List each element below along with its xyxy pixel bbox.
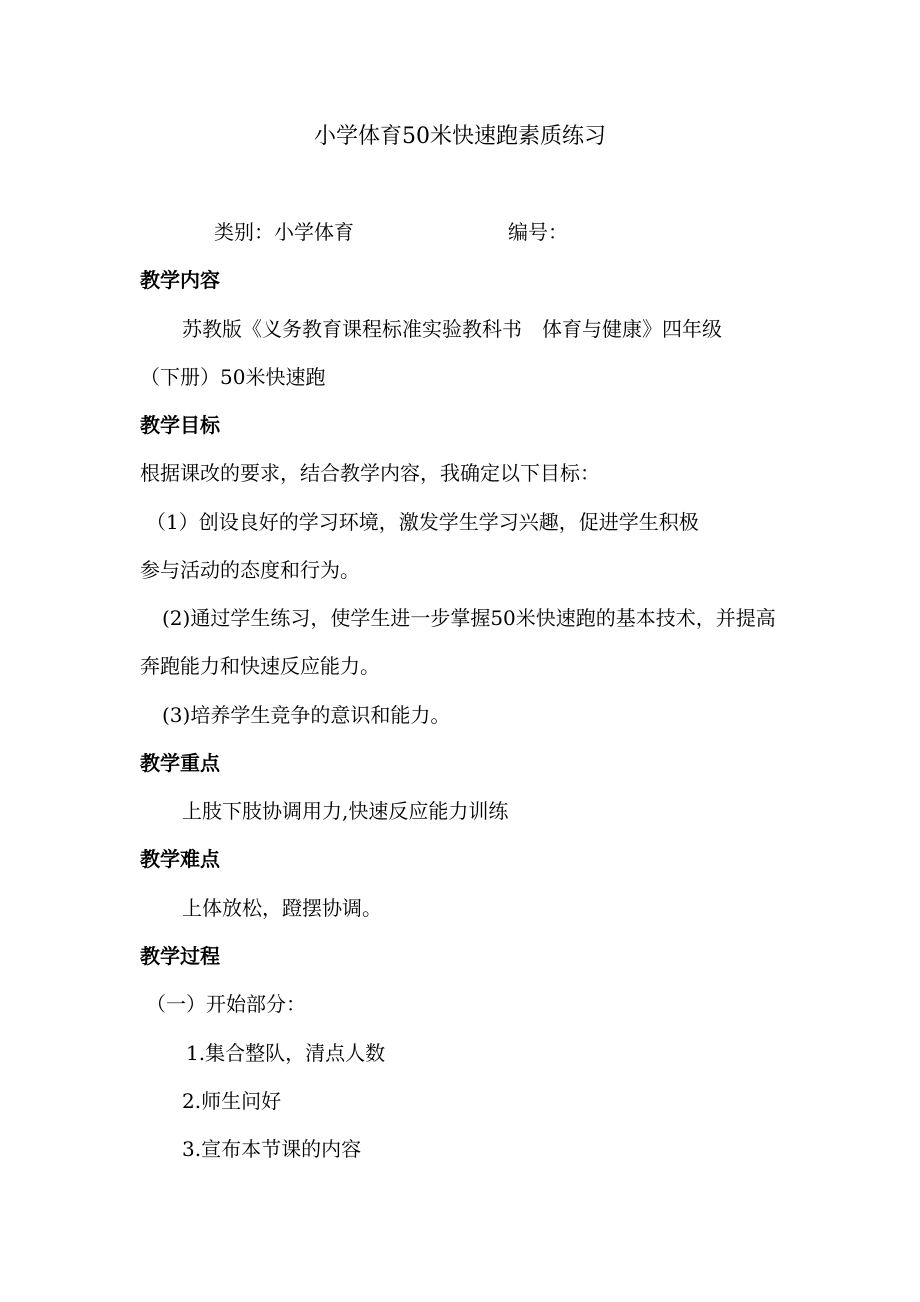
objective-2-line-1: (2)通过学生练习，使学生进一步掌握50米快速跑的基本技术，并提高 (162, 606, 776, 630)
process-step-1: 1.集合整队，清点人数 (186, 1041, 386, 1065)
category-value: 小学体育 (274, 220, 354, 244)
heading-teaching-objectives: 教学目标 (140, 413, 220, 437)
objectives-intro: 根据课改的要求，结合教学内容，我确定以下目标： (140, 461, 600, 485)
process-part-1: （一）开始部分： (146, 992, 306, 1016)
category-label: 类别： (214, 220, 274, 244)
number-label: 编号： (508, 220, 568, 244)
heading-difficulties: 教学难点 (140, 847, 220, 871)
heading-key-points: 教学重点 (140, 751, 220, 775)
heading-teaching-process: 教学过程 (140, 944, 220, 968)
objective-2-line-2: 奔跑能力和快速反应能力。 (140, 654, 380, 678)
process-step-2: 2.师生问好 (182, 1089, 282, 1113)
category-line (214, 218, 354, 246)
objective-1-line-1: （1）创设良好的学习环境，激发学生学习兴趣，促进学生积极 (146, 510, 699, 534)
objective-1-line-2: 参与活动的态度和行为。 (140, 558, 360, 582)
page-title: 小学体育50米快速跑素质练习 (314, 124, 606, 149)
heading-teaching-content: 教学内容 (140, 268, 220, 292)
content-line-2: （下册）50米快速跑 (140, 365, 326, 389)
content-line-1: 苏教版《义务教育课程标准实验教科书 体育与健康》四年级 (182, 317, 722, 341)
difficulties-text: 上体放松，蹬摆协调。 (182, 896, 382, 920)
key-points-text: 上肢下肢协调用力,快速反应能力训练 (182, 799, 509, 823)
objective-3: (3)培养学生竞争的意识和能力。 (162, 703, 451, 727)
process-step-3: 3.宣布本节课的内容 (182, 1137, 362, 1161)
